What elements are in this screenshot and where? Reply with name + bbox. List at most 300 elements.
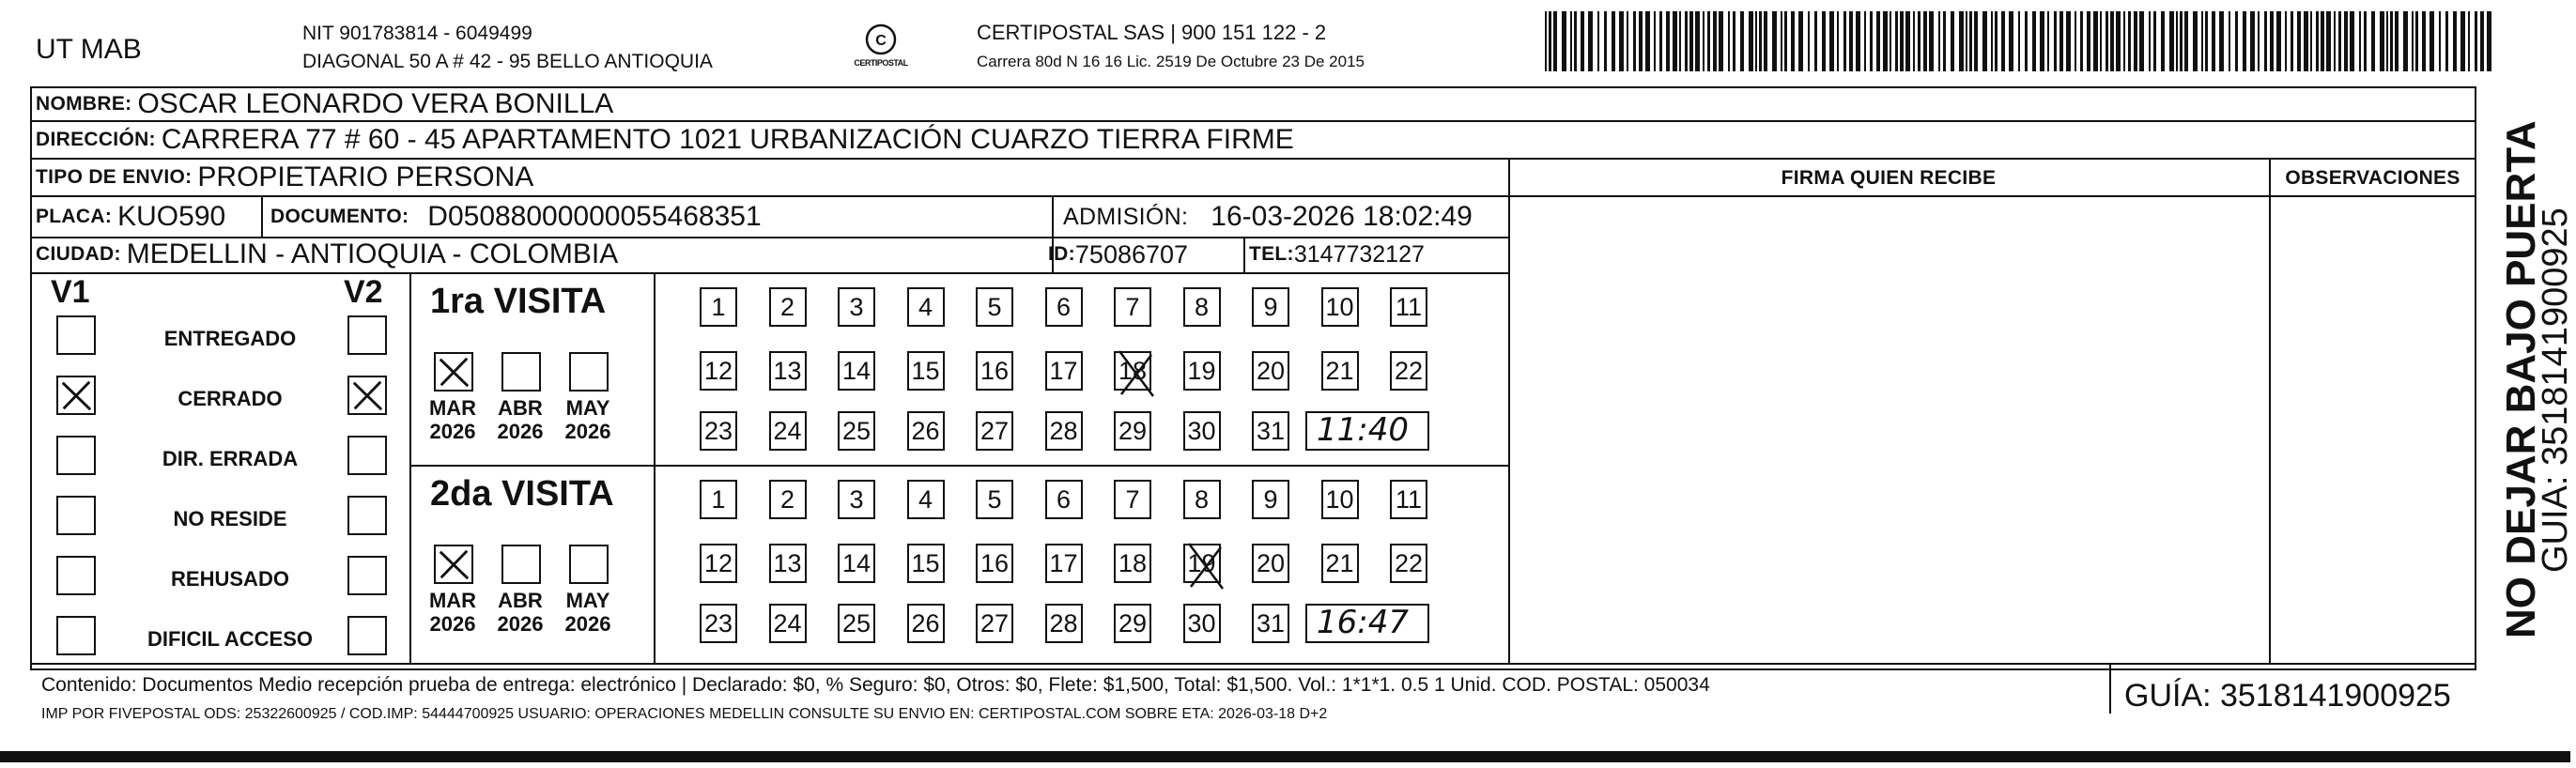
nombre-row (36, 88, 613, 120)
day-number: 15 (911, 356, 940, 385)
visit-time: 11:40 (1317, 411, 1409, 449)
status-v1-checkbox[interactable] (56, 315, 96, 355)
day-number: 3 (849, 292, 864, 321)
day-box[interactable] (1252, 604, 1289, 643)
day-number: 17 (1049, 548, 1078, 577)
status-label: CERRADO (177, 387, 283, 410)
barcode-bar (2326, 11, 2331, 71)
day-box[interactable] (1045, 480, 1083, 519)
day-box[interactable] (1045, 544, 1083, 583)
barcode-bar (1612, 11, 1615, 71)
day-number: 7 (1125, 292, 1140, 321)
barcode-bar (1982, 11, 1987, 71)
barcode-bar (2264, 11, 2267, 71)
day-number: 20 (1256, 356, 1286, 385)
documento-label: DOCUMENTO: (270, 206, 409, 227)
barcode-bar (2128, 11, 2131, 71)
day-box[interactable] (1045, 411, 1083, 451)
day-box[interactable] (1252, 287, 1289, 327)
side-warning: NO DEJAR BAJO PUERTA (2498, 120, 2544, 638)
day-number: 5 (987, 484, 1002, 514)
barcode-bar (1991, 11, 1993, 71)
barcode-bar (1645, 11, 1650, 71)
status-label: REHUSADO (171, 567, 289, 591)
barcode-bar (1553, 11, 1557, 71)
barcode-bar (2009, 11, 2013, 71)
day-number: 28 (1049, 608, 1078, 637)
barcode-bar (2066, 11, 2071, 71)
status-label: NO RESIDE (173, 507, 287, 530)
barcode-bar (1913, 11, 1915, 71)
day-box[interactable] (1045, 287, 1083, 327)
day-box[interactable] (1183, 480, 1221, 519)
day-box[interactable] (907, 480, 945, 519)
barcode-bar (2350, 11, 2354, 71)
barcode-bar (1929, 11, 1934, 71)
status-v2-checkbox[interactable] (347, 616, 387, 655)
day-box[interactable] (1183, 411, 1221, 451)
day-box[interactable] (976, 480, 1013, 519)
barcode-bar (2040, 11, 2044, 71)
barcode-bar (2380, 11, 2384, 71)
day-box[interactable] (976, 544, 1013, 583)
barcode-bar (1918, 11, 1920, 71)
status-v2-checkbox[interactable] (347, 496, 387, 535)
barcode-bar (2025, 11, 2028, 71)
day-box[interactable] (700, 544, 737, 583)
barcode-bar (2106, 11, 2108, 71)
barcode-bar (1689, 11, 1693, 71)
day-box[interactable] (1114, 411, 1151, 451)
visit-month-checkbox[interactable] (501, 352, 541, 392)
day-number: 8 (1194, 484, 1210, 514)
day-box[interactable] (1114, 351, 1151, 391)
day-box[interactable] (1183, 604, 1221, 643)
day-number: 6 (1056, 484, 1072, 514)
month-name: MAR (428, 589, 477, 612)
barcode-bar (2270, 11, 2274, 71)
month-year: 2026 (497, 612, 544, 636)
status-v1-checkbox[interactable] (56, 616, 96, 655)
day-number: 29 (1118, 608, 1148, 637)
day-number: 26 (911, 608, 940, 637)
day-box[interactable] (769, 544, 807, 583)
barcode-bar (1843, 11, 1846, 71)
x-mark-icon (436, 546, 471, 582)
visit-time: 16:47 (1317, 604, 1409, 641)
day-number: 9 (1263, 484, 1278, 514)
day-number: 6 (1056, 292, 1072, 321)
status-v2-checkbox[interactable] (347, 436, 387, 475)
barcode-bar (1959, 11, 1964, 71)
day-number: 10 (1325, 484, 1354, 514)
day-box[interactable] (700, 287, 737, 327)
x-mark-icon (1181, 540, 1228, 592)
ciudad-label: CIUDAD: (36, 243, 121, 265)
day-box[interactable] (1183, 351, 1221, 391)
nombre-value: OSCAR LEONARDO VERA BONILLA (137, 88, 614, 119)
x-mark-icon (436, 354, 471, 390)
barcode-bar (2243, 11, 2246, 71)
day-box[interactable] (1321, 351, 1359, 391)
barcode-bar (1890, 11, 1891, 71)
day-box[interactable] (907, 287, 945, 327)
barcode-bar (2193, 11, 2198, 71)
day-box[interactable] (1252, 480, 1289, 519)
day-number: 21 (1325, 548, 1354, 577)
barcode-bar (2235, 11, 2238, 71)
day-number: 18 (1118, 356, 1148, 385)
carrier-address: Carrera 80d N 16 16 Lic. 2519 De Octubre 23 De 2015 (977, 53, 1365, 70)
carrier-name: CERTIPOSTAL SAS | 900 151 122 - 2 (977, 21, 1327, 44)
status-v1-checkbox[interactable] (56, 436, 96, 475)
barcode-bar (2334, 11, 2336, 71)
tipo-label: TIPO DE ENVIO: (36, 166, 193, 188)
ciudad-cell (36, 238, 618, 271)
observaciones-area[interactable] (2271, 197, 2475, 662)
barcode-bar (1943, 11, 1946, 71)
barcode-bar (1856, 11, 1860, 71)
direccion-row (36, 123, 1294, 157)
day-box[interactable] (838, 351, 875, 391)
visit-month-checkbox[interactable] (569, 352, 609, 392)
barcode-bar (2018, 11, 2020, 71)
direccion-value: CARRERA 77 # 60 - 45 APARTAMENTO 1021 URBANIZACIÓN CUARZO TIERRA FIRME (161, 124, 1294, 155)
barcode-bar (1654, 11, 1656, 71)
month-name: ABR (498, 396, 543, 420)
barcode-bar (1755, 11, 1757, 71)
day-box[interactable] (1183, 544, 1221, 583)
barcode-bar (1849, 11, 1853, 71)
barcode-bar (2139, 11, 2144, 71)
barcode-bar (1938, 11, 1940, 71)
day-number: 22 (1394, 356, 1424, 385)
day-number: 22 (1394, 548, 1424, 577)
day-box[interactable] (1114, 604, 1151, 643)
day-box[interactable] (1321, 480, 1359, 519)
ciudad-value: MEDELLIN - ANTIOQUIA - COLOMBIA (126, 238, 619, 269)
admision-value: 16-03-2026 18:02:49 (1211, 201, 1473, 232)
day-box[interactable] (907, 351, 945, 391)
barcode-bar (2386, 11, 2388, 71)
day-box[interactable] (1045, 604, 1083, 643)
day-box[interactable] (1045, 351, 1083, 391)
barcode-bar (1923, 11, 1927, 71)
day-number: 1 (711, 292, 726, 321)
day-box[interactable] (1252, 411, 1289, 451)
barcode-bar (2080, 11, 2083, 71)
day-box[interactable] (1252, 351, 1289, 391)
barcode-bar (2250, 11, 2255, 71)
visit-month-checkbox[interactable] (434, 352, 473, 392)
barcode-bar (1719, 11, 1723, 71)
tipo-value: PROPIETARIO PERSONA (197, 161, 534, 192)
day-box[interactable] (1390, 544, 1427, 583)
barcode-bar (2201, 11, 2203, 71)
barcode-bar (2487, 11, 2491, 71)
barcode-bar (2480, 11, 2484, 71)
visit-time-box[interactable] (1305, 604, 1429, 643)
month-year: 2026 (497, 420, 544, 443)
barcode-bar (1685, 11, 1688, 71)
day-box[interactable] (1390, 351, 1427, 391)
day-number: 4 (918, 292, 933, 321)
barcode-bar (1883, 11, 1888, 71)
visit-time-box[interactable] (1305, 411, 1429, 451)
barcode-bar (2032, 11, 2036, 71)
day-number: 31 (1256, 416, 1286, 445)
day-number: 12 (703, 356, 733, 385)
day-number: 10 (1325, 292, 1354, 321)
barcode-bar (2205, 11, 2208, 71)
barcode-bar (1814, 11, 1817, 71)
month-year: 2026 (429, 420, 476, 443)
day-box[interactable] (1321, 287, 1359, 327)
day-box[interactable] (1114, 544, 1151, 583)
visit-month-label (492, 396, 548, 443)
id-value: 75086707 (1074, 239, 1189, 269)
day-box[interactable] (1114, 480, 1151, 519)
barcode-bar (2258, 11, 2260, 71)
barcode-bar (2344, 11, 2348, 71)
day-box[interactable] (1390, 480, 1427, 519)
day-box[interactable] (838, 544, 875, 583)
tipo-row (36, 161, 533, 194)
barcode-bar (2149, 11, 2151, 71)
visit-month-label (492, 589, 548, 636)
status-v1-checkbox[interactable] (56, 496, 96, 535)
barcode-bar (1966, 11, 1967, 71)
barcode-bar (1562, 11, 1566, 71)
day-number: 17 (1049, 356, 1078, 385)
day-number: 29 (1118, 416, 1148, 445)
barcode-bar (2169, 11, 2174, 71)
day-box[interactable] (700, 480, 737, 519)
day-number: 24 (773, 608, 802, 637)
barcode-bar (2359, 11, 2361, 71)
day-box[interactable] (700, 351, 737, 391)
day-box[interactable] (769, 351, 807, 391)
day-number: 30 (1187, 608, 1216, 637)
barcode-bar (2184, 11, 2188, 71)
barcode-bar (1791, 11, 1795, 71)
visit-title: 1ra VISITA (430, 282, 607, 321)
day-box[interactable] (769, 604, 807, 643)
barcode (1545, 11, 2493, 71)
barcode-bar (1995, 11, 1998, 71)
day-box[interactable] (1390, 287, 1427, 327)
firma-header: FIRMA QUIEN RECIBE (1781, 167, 1997, 189)
direccion-label: DIRECCIÓN: (36, 129, 156, 150)
barcode-bar (2412, 11, 2414, 71)
barcode-bar (1749, 11, 1753, 71)
month-name: ABR (498, 589, 543, 612)
day-box[interactable] (700, 411, 737, 451)
day-box[interactable] (1252, 544, 1289, 583)
barcode-bar (1679, 11, 1681, 71)
day-box[interactable] (838, 604, 875, 643)
v1-label: V1 (51, 274, 90, 310)
barcode-bar (1864, 11, 1866, 71)
barcode-bar (1703, 11, 1704, 71)
month-year: 2026 (564, 420, 611, 443)
barcode-bar (2395, 11, 2399, 71)
logo-text: CERTIPOSTAL (854, 58, 908, 68)
day-box[interactable] (907, 604, 945, 643)
admision-label: ADMISIÓN: (1063, 203, 1189, 230)
barcode-bar (2429, 11, 2434, 71)
day-number: 13 (773, 356, 802, 385)
barcode-bar (1895, 11, 1898, 71)
day-box[interactable] (1183, 287, 1221, 327)
barcode-bar (2176, 11, 2178, 71)
sender-nit: NIT 901783814 - 6049499 (302, 23, 532, 44)
barcode-bar (2460, 11, 2465, 71)
day-number: 11 (1395, 484, 1423, 514)
barcode-bar (2445, 11, 2448, 71)
status-v2-checkbox[interactable] (347, 315, 387, 355)
barcode-bar (1695, 11, 1700, 71)
day-number: 16 (979, 548, 1010, 577)
observaciones-header: OBSERVACIONES (2285, 167, 2460, 189)
placa-value: KUO590 (117, 201, 226, 232)
barcode-bar (1581, 11, 1584, 71)
status-v2-checkbox[interactable] (347, 376, 387, 415)
day-number: 14 (841, 548, 872, 577)
barcode-bar (2439, 11, 2441, 71)
day-number: 19 (1187, 356, 1216, 385)
barcode-bar (1545, 11, 1547, 71)
day-box[interactable] (976, 604, 1013, 643)
day-number: 8 (1194, 292, 1210, 321)
day-number: 13 (773, 548, 802, 577)
barcode-bar (2054, 11, 2057, 71)
barcode-bar (2453, 11, 2457, 71)
barcode-bar (2116, 11, 2121, 71)
barcode-bar (1574, 11, 1577, 71)
day-box[interactable] (769, 287, 807, 327)
day-number: 2 (779, 484, 795, 514)
day-number: 9 (1263, 292, 1278, 321)
month-name: MAY (565, 396, 610, 420)
day-box[interactable] (1114, 287, 1151, 327)
day-box[interactable] (769, 480, 807, 519)
certipostal-logo (853, 21, 909, 73)
day-number: 28 (1049, 416, 1078, 445)
day-box[interactable] (838, 287, 875, 327)
day-number: 25 (841, 416, 872, 445)
barcode-bar (1951, 11, 1954, 71)
barcode-bar (2134, 11, 2137, 71)
day-box[interactable] (769, 411, 807, 451)
day-box[interactable] (838, 480, 875, 519)
id-label: ID: (1048, 243, 1075, 265)
day-box[interactable] (1321, 544, 1359, 583)
day-number: 24 (773, 416, 802, 445)
bottom-rule (0, 751, 2570, 762)
barcode-bar (1822, 11, 1826, 71)
barcode-bar (2304, 11, 2308, 71)
barcode-bar (1570, 11, 1572, 71)
day-number: 27 (979, 416, 1010, 445)
firma-area[interactable] (1510, 197, 2267, 662)
status-v1-checkbox[interactable] (56, 556, 96, 595)
barcode-bar (2075, 11, 2076, 71)
barcode-bar (2285, 11, 2287, 71)
barcode-bar (1781, 11, 1782, 71)
barcode-bar (1876, 11, 1880, 71)
day-number: 27 (979, 608, 1010, 637)
month-year: 2026 (429, 612, 476, 636)
barcode-bar (1728, 11, 1730, 71)
visit-month-checkbox[interactable] (434, 545, 473, 584)
day-number: 30 (1187, 416, 1216, 445)
footer-contenido: Contenido: Documentos Medio recepción prueba de entrega: electrónico | Declarado: $0, % Seguro: $0, Otros: $0, Flete: $1,500, Total: $1,500. Vol.: 1*1*1. 0.5 1 Unid. COD. POSTAL: 050034 (41, 674, 1710, 696)
day-number: 2 (779, 292, 795, 321)
barcode-bar (1784, 11, 1787, 71)
day-number: 1 (711, 484, 726, 514)
sender-address: DIAGONAL 50 A # 42 - 95 BELLO ANTIOQUIA (302, 51, 713, 72)
day-number: 5 (987, 292, 1002, 321)
barcode-bar (2321, 11, 2324, 71)
placa-cell (36, 199, 225, 235)
day-box[interactable] (907, 544, 945, 583)
day-number: 11 (1395, 292, 1423, 321)
barcode-bar (1829, 11, 1834, 71)
day-number: 18 (1118, 548, 1148, 577)
month-name: MAR (428, 396, 477, 420)
day-number: 4 (918, 484, 933, 514)
id-cell (1048, 238, 1188, 271)
day-number: 15 (911, 548, 940, 577)
barcode-bar (2390, 11, 2393, 71)
day-box[interactable] (976, 351, 1013, 391)
day-box[interactable] (907, 411, 945, 451)
visit-month-checkbox[interactable] (501, 545, 541, 584)
visit-month-checkbox[interactable] (569, 545, 609, 584)
barcode-bar (1974, 11, 1978, 71)
barcode-bar (1673, 11, 1677, 71)
tel-value: 3147732127 (1293, 240, 1425, 268)
day-number: 19 (1187, 548, 1216, 577)
day-box[interactable] (976, 287, 1013, 327)
barcode-bar (1659, 11, 1662, 71)
tel-label: TEL: (1249, 243, 1294, 265)
visit-month-label (424, 589, 481, 636)
svg-text:C: C (875, 33, 887, 49)
day-box[interactable] (700, 604, 737, 643)
barcode-bar (2093, 11, 2098, 71)
barcode-bar (1713, 11, 1717, 71)
day-number: 3 (849, 484, 864, 514)
status-v2-checkbox[interactable] (347, 556, 387, 595)
barcode-bar (2087, 11, 2090, 71)
day-box[interactable] (976, 411, 1013, 451)
day-number: 12 (703, 548, 733, 577)
day-box[interactable] (838, 411, 875, 451)
barcode-bar (2371, 11, 2375, 71)
status-v1-checkbox[interactable] (56, 376, 96, 415)
barcode-bar (2403, 11, 2408, 71)
barcode-bar (1798, 11, 1803, 71)
barcode-bar (1900, 11, 1904, 71)
barcode-bar (2310, 11, 2312, 71)
barcode-bar (2297, 11, 2301, 71)
barcode-bar (2059, 11, 2063, 71)
x-mark-icon (58, 377, 94, 413)
barcode-bar (1870, 11, 1873, 71)
day-number: 14 (841, 356, 872, 385)
